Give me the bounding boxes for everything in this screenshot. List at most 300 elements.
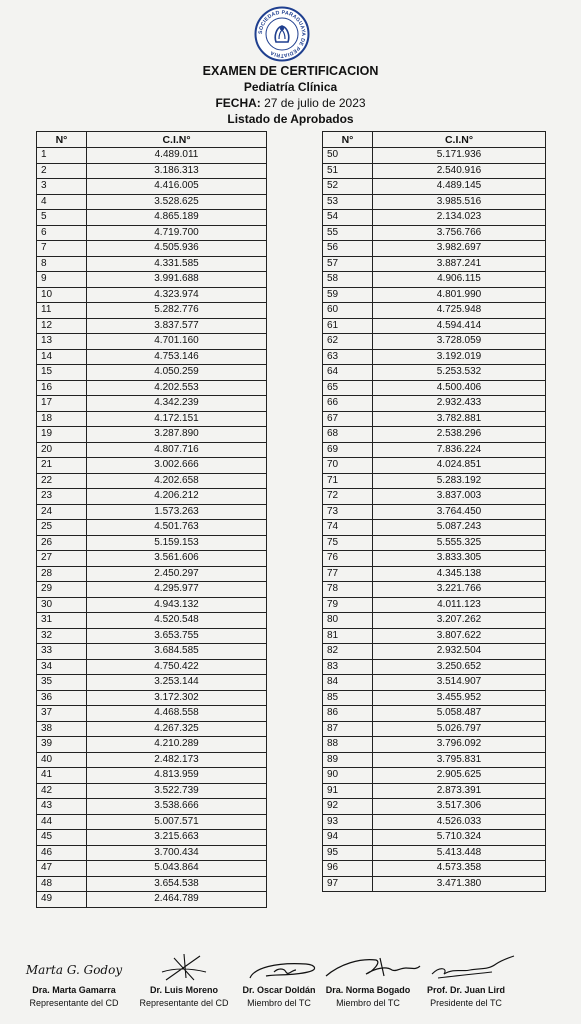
- row-ci-number: 5.026.797: [373, 721, 546, 737]
- row-ci-number: 3.522.739: [87, 783, 267, 799]
- table-row: [37, 349, 267, 365]
- row-number: 53: [323, 194, 373, 210]
- row-number: 39: [37, 737, 87, 753]
- table-row: [37, 442, 267, 458]
- row-number: 61: [323, 318, 373, 334]
- row-number: 6: [37, 225, 87, 241]
- table-row: [323, 380, 546, 396]
- row-number: 69: [323, 442, 373, 458]
- row-number: 10: [37, 287, 87, 303]
- row-number: 20: [37, 442, 87, 458]
- row-number: 77: [323, 566, 373, 582]
- row-number: 96: [323, 861, 373, 877]
- row-ci-number: 3.471.380: [373, 876, 546, 892]
- signatory-5: [414, 950, 518, 1010]
- signatory-3: [236, 950, 322, 1010]
- table-row: [37, 504, 267, 520]
- row-ci-number: 4.202.658: [87, 473, 267, 489]
- row-ci-number: 3.982.697: [373, 241, 546, 257]
- row-ci-number: 5.159.153: [87, 535, 267, 551]
- table-row: [37, 613, 267, 629]
- row-ci-number: 3.837.577: [87, 318, 267, 334]
- table-row: [37, 411, 267, 427]
- signatory-role: Representante del CD: [29, 998, 119, 1008]
- row-ci-number: 4.906.115: [373, 272, 546, 288]
- table-row: [323, 876, 546, 892]
- table-row: [37, 892, 267, 908]
- row-number: 27: [37, 551, 87, 567]
- row-number: 15: [37, 365, 87, 381]
- row-number: 65: [323, 380, 373, 396]
- table-row: [323, 520, 546, 536]
- row-number: 51: [323, 163, 373, 179]
- row-ci-number: 4.416.005: [87, 179, 267, 195]
- exam-date: [0, 95, 581, 111]
- row-ci-number: 4.172.151: [87, 411, 267, 427]
- table-row: [323, 535, 546, 551]
- row-ci-number: 3.538.666: [87, 799, 267, 815]
- row-number: 85: [323, 690, 373, 706]
- row-ci-number: 2.538.296: [373, 427, 546, 443]
- row-number: 29: [37, 582, 87, 598]
- signatory-role: Representante del CD: [139, 998, 229, 1008]
- row-ci-number: 3.756.766: [373, 225, 546, 241]
- table-row: [323, 690, 546, 706]
- row-ci-number: 3.985.516: [373, 194, 546, 210]
- row-number: 81: [323, 628, 373, 644]
- table-row: [323, 597, 546, 613]
- row-ci-number: 4.807.716: [87, 442, 267, 458]
- table-row: [323, 737, 546, 753]
- table-row: [37, 287, 267, 303]
- table-row: [37, 334, 267, 350]
- table-body-left: [37, 148, 267, 908]
- row-number: 43: [37, 799, 87, 815]
- column-header-ci: C.I.N°: [87, 132, 267, 148]
- table-row: [323, 442, 546, 458]
- row-ci-number: 4.526.033: [373, 814, 546, 830]
- table-row: [37, 520, 267, 536]
- row-ci-number: 2.540.916: [373, 163, 546, 179]
- row-ci-number: 4.753.146: [87, 349, 267, 365]
- signature-mark-2: [154, 950, 214, 984]
- row-ci-number: 4.024.851: [373, 458, 546, 474]
- table-row: [37, 535, 267, 551]
- row-ci-number: 3.186.313: [87, 163, 267, 179]
- row-number: 87: [323, 721, 373, 737]
- row-number: 46: [37, 845, 87, 861]
- row-number: 78: [323, 582, 373, 598]
- signature-mark-3: [236, 950, 322, 984]
- row-number: 84: [323, 675, 373, 691]
- table-row: [323, 349, 546, 365]
- table-row: [323, 473, 546, 489]
- table-row: [323, 752, 546, 768]
- table-row: [323, 659, 546, 675]
- row-number: 25: [37, 520, 87, 536]
- table-row: [323, 458, 546, 474]
- row-number: 45: [37, 830, 87, 846]
- row-ci-number: 3.782.881: [373, 411, 546, 427]
- row-ci-number: 4.468.558: [87, 706, 267, 722]
- row-number: 7: [37, 241, 87, 257]
- row-ci-number: 4.210.289: [87, 737, 267, 753]
- row-ci-number: 4.725.948: [373, 303, 546, 319]
- row-ci-number: 3.207.262: [373, 613, 546, 629]
- table-row: [323, 194, 546, 210]
- signatory-2: [131, 950, 237, 1010]
- signatory-name: Dra. Marta Gamarra: [32, 985, 116, 995]
- row-number: 30: [37, 597, 87, 613]
- table-row: [323, 489, 546, 505]
- row-number: 73: [323, 504, 373, 520]
- row-number: 88: [323, 737, 373, 753]
- table-row: [323, 303, 546, 319]
- row-ci-number: 2.464.789: [87, 892, 267, 908]
- row-number: 71: [323, 473, 373, 489]
- row-number: 74: [323, 520, 373, 536]
- row-ci-number: 5.087.243: [373, 520, 546, 536]
- table-row: [37, 876, 267, 892]
- row-number: 28: [37, 566, 87, 582]
- row-ci-number: 4.500.406: [373, 380, 546, 396]
- table-row: [37, 148, 267, 164]
- row-ci-number: 2.873.391: [373, 783, 546, 799]
- table-row: [37, 845, 267, 861]
- row-ci-number: 2.932.433: [373, 396, 546, 412]
- table-row: [323, 845, 546, 861]
- row-ci-number: 5.007.571: [87, 814, 267, 830]
- row-number: 34: [37, 659, 87, 675]
- signatory-4: [324, 950, 412, 1010]
- row-ci-number: 5.043.864: [87, 861, 267, 877]
- row-number: 42: [37, 783, 87, 799]
- row-ci-number: 4.501.763: [87, 520, 267, 536]
- row-ci-number: 4.206.212: [87, 489, 267, 505]
- table-header-row: [37, 132, 267, 148]
- table-row: [37, 380, 267, 396]
- row-number: 11: [37, 303, 87, 319]
- row-ci-number: 3.684.585: [87, 644, 267, 660]
- table-row: [323, 256, 546, 272]
- row-number: 33: [37, 644, 87, 660]
- list-title: Listado de Aprobados: [227, 112, 354, 126]
- signature-handwritten-1: Marta G. Godoy: [25, 963, 123, 977]
- table-row: [37, 861, 267, 877]
- row-number: 5: [37, 210, 87, 226]
- row-ci-number: 4.594.414: [373, 318, 546, 334]
- row-ci-number: 4.813.959: [87, 768, 267, 784]
- row-ci-number: 4.295.977: [87, 582, 267, 598]
- table-row: [37, 768, 267, 784]
- table-row: [37, 814, 267, 830]
- table-row: [323, 706, 546, 722]
- row-number: 59: [323, 287, 373, 303]
- row-number: 49: [37, 892, 87, 908]
- table-row: [37, 644, 267, 660]
- table-row: [37, 706, 267, 722]
- row-number: 55: [323, 225, 373, 241]
- row-ci-number: 4.489.011: [87, 148, 267, 164]
- column-header-number: N°: [37, 132, 87, 148]
- table-row: [323, 225, 546, 241]
- table-row: [323, 830, 546, 846]
- table-row: [323, 287, 546, 303]
- row-number: 16: [37, 380, 87, 396]
- row-number: 9: [37, 272, 87, 288]
- row-number: 63: [323, 349, 373, 365]
- row-number: 4: [37, 194, 87, 210]
- row-ci-number: 3.887.241: [373, 256, 546, 272]
- table-row: [323, 148, 546, 164]
- table-row: [323, 318, 546, 334]
- row-number: 91: [323, 783, 373, 799]
- table-row: [323, 427, 546, 443]
- row-number: 23: [37, 489, 87, 505]
- row-ci-number: 4.323.974: [87, 287, 267, 303]
- row-ci-number: 5.555.325: [373, 535, 546, 551]
- row-ci-number: 2.932.504: [373, 644, 546, 660]
- table-row: [323, 628, 546, 644]
- table-row: [323, 179, 546, 195]
- row-number: 3: [37, 179, 87, 195]
- row-ci-number: 7.836.224: [373, 442, 546, 458]
- signatory-name: Prof. Dr. Juan Lird: [426, 985, 505, 995]
- table-row: [37, 551, 267, 567]
- table-row: [37, 225, 267, 241]
- row-number: 13: [37, 334, 87, 350]
- row-ci-number: 3.728.059: [373, 334, 546, 350]
- row-number: 35: [37, 675, 87, 691]
- signatory-role: Miembro del TC: [247, 998, 311, 1008]
- exam-subtitle: Pediatría Clínica: [243, 80, 338, 94]
- table-row: [37, 396, 267, 412]
- row-number: 68: [323, 427, 373, 443]
- row-number: 93: [323, 814, 373, 830]
- row-ci-number: 3.991.688: [87, 272, 267, 288]
- signatory-name: Dr. Luis Moreno: [149, 985, 218, 995]
- row-ci-number: 3.002.666: [87, 458, 267, 474]
- table-row: [323, 861, 546, 877]
- row-ci-number: 3.807.622: [373, 628, 546, 644]
- row-ci-number: 2.450.297: [87, 566, 267, 582]
- table-row: [323, 163, 546, 179]
- approved-table-right: [322, 131, 546, 892]
- table-row: [37, 690, 267, 706]
- table-row: [323, 613, 546, 629]
- date-label: FECHA:: [215, 96, 261, 110]
- table-row: [37, 272, 267, 288]
- signature-mark-5: [414, 950, 518, 984]
- row-ci-number: 4.520.548: [87, 613, 267, 629]
- table-body-right: [323, 148, 546, 892]
- row-number: 2: [37, 163, 87, 179]
- row-ci-number: 3.514.907: [373, 675, 546, 691]
- society-logo: [254, 6, 310, 62]
- document-header: [0, 63, 581, 127]
- table-row: [323, 814, 546, 830]
- table-row: [323, 799, 546, 815]
- table-row: [323, 721, 546, 737]
- row-ci-number: 3.561.606: [87, 551, 267, 567]
- row-ci-number: 5.171.936: [373, 148, 546, 164]
- row-number: 38: [37, 721, 87, 737]
- column-header-number: N°: [323, 132, 373, 148]
- table-row: [323, 504, 546, 520]
- row-ci-number: 5.710.324: [373, 830, 546, 846]
- table-row: [323, 241, 546, 257]
- table-row: [37, 194, 267, 210]
- row-ci-number: 4.750.422: [87, 659, 267, 675]
- row-number: 58: [323, 272, 373, 288]
- row-number: 47: [37, 861, 87, 877]
- row-number: 50: [323, 148, 373, 164]
- table-row: [37, 659, 267, 675]
- table-row: [323, 551, 546, 567]
- table-row: [37, 721, 267, 737]
- row-ci-number: 4.943.132: [87, 597, 267, 613]
- table-row: [37, 597, 267, 613]
- row-number: 90: [323, 768, 373, 784]
- table-row: [37, 675, 267, 691]
- row-number: 67: [323, 411, 373, 427]
- row-ci-number: 3.837.003: [373, 489, 546, 505]
- table-row: [37, 210, 267, 226]
- row-ci-number: 3.700.434: [87, 845, 267, 861]
- row-number: 22: [37, 473, 87, 489]
- row-number: 80: [323, 613, 373, 629]
- row-ci-number: 4.267.325: [87, 721, 267, 737]
- row-number: 75: [323, 535, 373, 551]
- table-row: [37, 566, 267, 582]
- row-ci-number: 4.345.138: [373, 566, 546, 582]
- row-number: 44: [37, 814, 87, 830]
- row-ci-number: 3.528.625: [87, 194, 267, 210]
- row-ci-number: 5.282.776: [87, 303, 267, 319]
- row-number: 89: [323, 752, 373, 768]
- row-number: 94: [323, 830, 373, 846]
- signatory-1: [24, 956, 124, 1010]
- row-ci-number: 5.058.487: [373, 706, 546, 722]
- table-row: [37, 256, 267, 272]
- row-number: 48: [37, 876, 87, 892]
- row-ci-number: 3.172.302: [87, 690, 267, 706]
- row-ci-number: 4.719.700: [87, 225, 267, 241]
- table-row: [323, 675, 546, 691]
- table-row: [37, 241, 267, 257]
- row-ci-number: 4.505.936: [87, 241, 267, 257]
- row-number: 79: [323, 597, 373, 613]
- row-ci-number: 3.250.652: [373, 659, 546, 675]
- row-number: 66: [323, 396, 373, 412]
- table-row: [323, 365, 546, 381]
- table-row: [323, 783, 546, 799]
- row-ci-number: 3.796.092: [373, 737, 546, 753]
- table-row: [37, 427, 267, 443]
- row-number: 86: [323, 706, 373, 722]
- table-row: [37, 489, 267, 505]
- column-header-ci: C.I.N°: [373, 132, 546, 148]
- row-ci-number: 3.517.306: [373, 799, 546, 815]
- row-number: 52: [323, 179, 373, 195]
- row-ci-number: 4.865.189: [87, 210, 267, 226]
- approved-table-left: [36, 131, 267, 908]
- table-row: [37, 458, 267, 474]
- row-number: 1: [37, 148, 87, 164]
- row-ci-number: 4.342.239: [87, 396, 267, 412]
- table-row: [37, 163, 267, 179]
- table-row: [323, 396, 546, 412]
- table-row: [323, 566, 546, 582]
- table-row: [323, 411, 546, 427]
- row-ci-number: 5.253.532: [373, 365, 546, 381]
- table-row: [37, 473, 267, 489]
- row-ci-number: 3.253.144: [87, 675, 267, 691]
- signatory-name: Dr. Oscar Doldán: [242, 985, 316, 995]
- row-ci-number: 5.413.448: [373, 845, 546, 861]
- signatory-role: Presidente del TC: [430, 998, 502, 1008]
- row-ci-number: 4.331.585: [87, 256, 267, 272]
- signatory-name: Dra. Norma Bogado: [325, 985, 411, 995]
- row-ci-number: 3.192.019: [373, 349, 546, 365]
- row-number: 97: [323, 876, 373, 892]
- row-number: 72: [323, 489, 373, 505]
- row-number: 92: [323, 799, 373, 815]
- table-row: [37, 628, 267, 644]
- row-number: 24: [37, 504, 87, 520]
- row-number: 36: [37, 690, 87, 706]
- table-row: [37, 830, 267, 846]
- row-number: 12: [37, 318, 87, 334]
- row-number: 8: [37, 256, 87, 272]
- table-row: [37, 783, 267, 799]
- row-number: 82: [323, 644, 373, 660]
- row-number: 17: [37, 396, 87, 412]
- row-number: 18: [37, 411, 87, 427]
- table-row: [37, 582, 267, 598]
- table-row: [37, 799, 267, 815]
- row-ci-number: 3.653.755: [87, 628, 267, 644]
- table-row: [37, 737, 267, 753]
- row-ci-number: 4.701.160: [87, 334, 267, 350]
- row-number: 26: [37, 535, 87, 551]
- row-number: 70: [323, 458, 373, 474]
- row-number: 95: [323, 845, 373, 861]
- row-ci-number: 4.202.553: [87, 380, 267, 396]
- row-ci-number: 2.905.625: [373, 768, 546, 784]
- table-row: [323, 272, 546, 288]
- row-ci-number: 4.050.259: [87, 365, 267, 381]
- row-number: 21: [37, 458, 87, 474]
- society-seal-icon: [254, 6, 310, 62]
- row-number: 56: [323, 241, 373, 257]
- row-number: 83: [323, 659, 373, 675]
- row-ci-number: 4.801.990: [373, 287, 546, 303]
- row-number: 40: [37, 752, 87, 768]
- row-ci-number: 3.833.305: [373, 551, 546, 567]
- table-row: [323, 644, 546, 660]
- row-number: 62: [323, 334, 373, 350]
- row-number: 76: [323, 551, 373, 567]
- row-ci-number: 4.573.358: [373, 861, 546, 877]
- table-row: [37, 365, 267, 381]
- row-ci-number: 3.654.538: [87, 876, 267, 892]
- table-row: [323, 334, 546, 350]
- row-number: 37: [37, 706, 87, 722]
- table-row: [37, 303, 267, 319]
- row-number: 19: [37, 427, 87, 443]
- table-row: [37, 752, 267, 768]
